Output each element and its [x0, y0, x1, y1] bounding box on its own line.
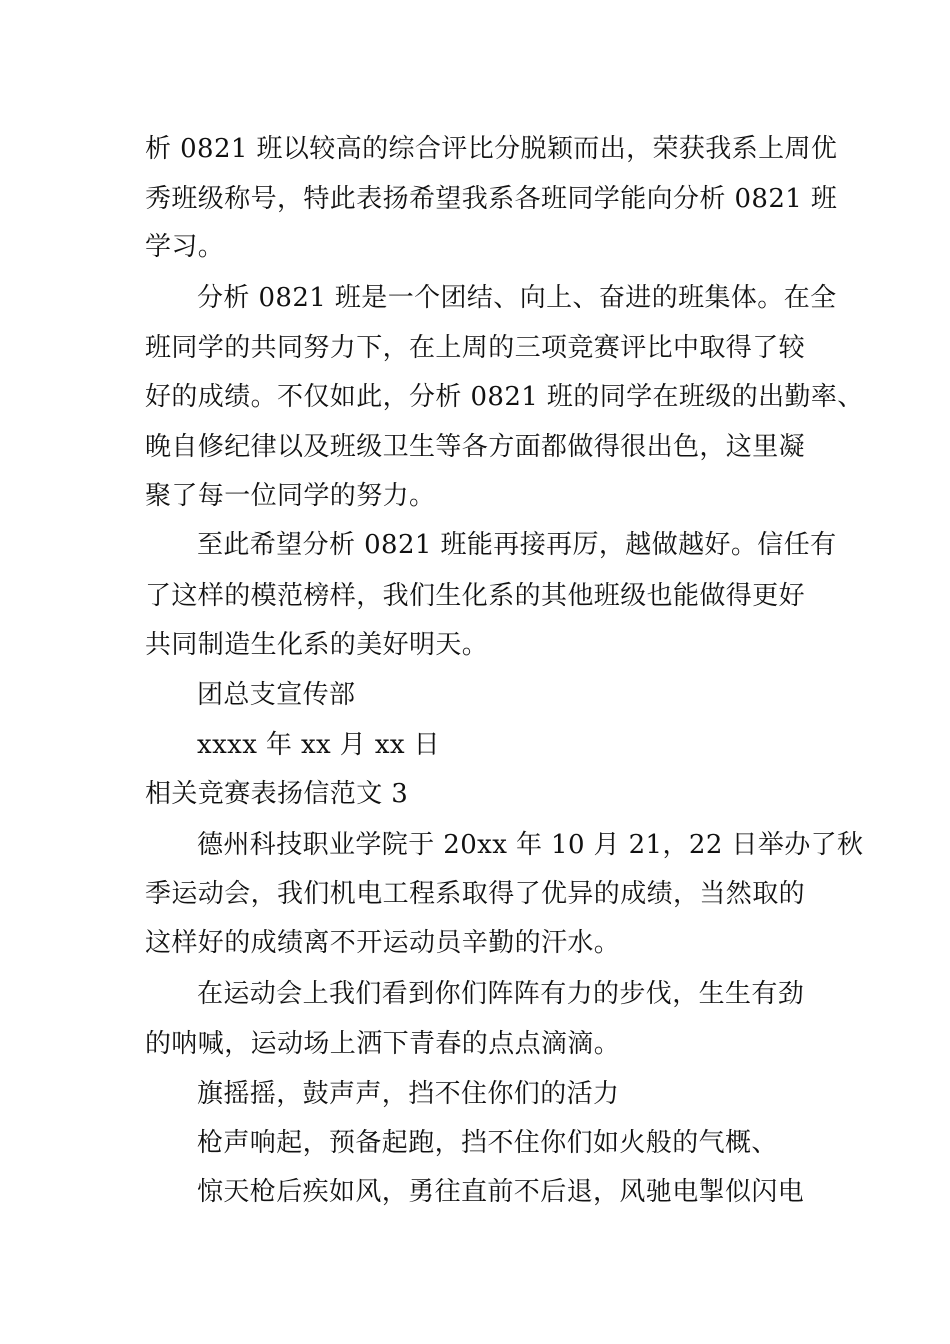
text-line: 这样好的成绩离不开运动员辛勤的汗水。 [145, 928, 621, 958]
text-line: 好的成绩。不仅如此，分析 0821 班的同学在班级的出勤率、 [145, 382, 864, 412]
text-line: 析 0821 班以较高的综合评比分脱颖而出，荣获我系上周优 [145, 134, 838, 164]
text-line: 聚了每一位同学的努力。 [145, 481, 436, 511]
section-heading: 相关竞赛表扬信范文 3 [145, 779, 409, 809]
text-line: 的呐喊，运动场上洒下青春的点点滴滴。 [145, 1029, 621, 1059]
text-line: 至此希望分析 0821 班能再接再厉，越做越好。信任有 [197, 530, 837, 560]
text-line: 惊天枪后疾如风，勇往直前不后退，风驰电掣似闪电 [197, 1177, 805, 1207]
text-line: 学习。 [145, 232, 225, 262]
text-line: 德州科技职业学院于 20xx 年 10 月 21，22 日举办了秋 [197, 830, 864, 860]
text-line: 共同制造生化系的美好明天。 [145, 630, 489, 660]
text-line: 季运动会，我们机电工程系取得了优异的成绩，当然取的 [145, 879, 806, 909]
text-line: 在运动会上我们看到你们阵阵有力的步伐，生生有劲 [197, 979, 805, 1009]
text-line: 秀班级称号，特此表扬希望我系各班同学能向分析 0821 班 [145, 184, 838, 214]
text-line: 分析 0821 班是一个团结、向上、奋进的班集体。在全 [197, 283, 837, 313]
text-line: 了这样的模范榜样，我们生化系的其他班级也能做得更好 [145, 581, 806, 611]
signature-department: 团总支宣传部 [197, 680, 356, 710]
text-line: 旗摇摇，鼓声声，挡不住你们的活力 [197, 1079, 620, 1109]
signature-date: xxxx 年 xx 月 xx 日 [197, 730, 441, 760]
text-line: 枪声响起，预备起跑，挡不住你们如火般的气概、 [197, 1128, 778, 1158]
text-line: 晚自修纪律以及班级卫生等各方面都做得很出色，这里凝 [145, 432, 806, 462]
text-line: 班同学的共同努力下，在上周的三项竞赛评比中取得了较 [145, 333, 806, 363]
